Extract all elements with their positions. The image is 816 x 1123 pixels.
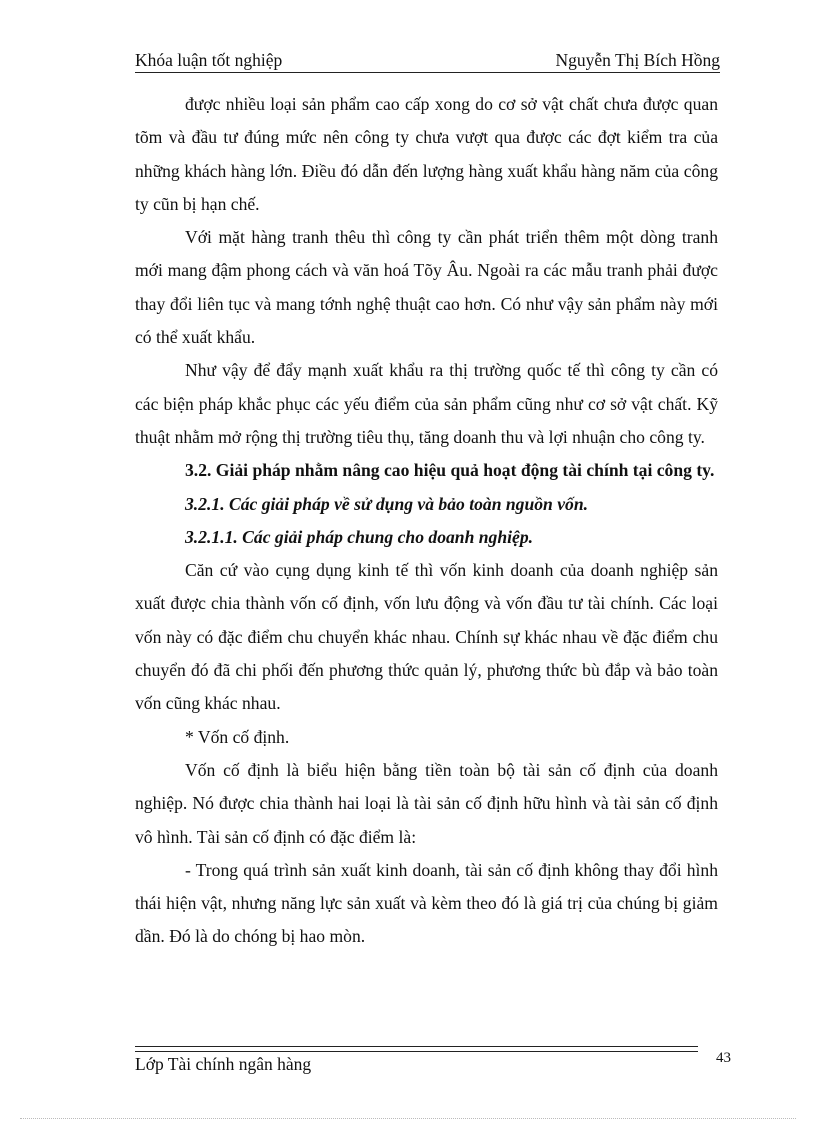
paragraph-fixed-capital-heading: * Vốn cố định. <box>185 726 290 747</box>
page-number: 43 <box>716 1050 731 1066</box>
document-body <box>135 88 718 954</box>
section-heading-3-2-1-1: 3.2.1.1. Các giải pháp chung cho doanh nghiệp. <box>185 526 534 547</box>
header-author-name: Nguyễn Thị Bích Hồng <box>555 50 720 70</box>
paragraph-fixed-capital-definition: Vốn cố định là biểu hiện bằng tiền toàn bộ tài sản cố định của doanh nghiệp. Nó được chia thành hai loại là tài sản cố định hữu hình và tài sản cố định vô hình. Tài sản cố định có đặc điểm là: <box>135 759 718 847</box>
section-heading-3-2: 3.2. Giải pháp nhằm nâng cao hiệu quả hoạt động tài chính tại công ty. <box>185 460 715 481</box>
page-header <box>135 50 720 73</box>
paragraph-fixed-asset-feature: - Trong quá trình sản xuất kinh doanh, tài sản cố định không thay đổi hình thái hiện vật, nhưng năng lực sản xuất và kèm theo đó là giá trị của chúng bị giảm dần. Đó là do chóng bị hao mòn. <box>135 859 718 947</box>
header-thesis-title: Khóa luận tốt nghiệp <box>135 50 283 70</box>
paragraph-embroidery: Với mặt hàng tranh thêu thì công ty cần phát triển thêm một dòng tranh mới mang đậm phong cách và văn hoá Tõy Âu. Ngoài ra các mẫu tranh phải được thay đổi liên tục và mang tớnh nghệ thuật cao hơn. Có như vậy sản phẩm này mới có thể xuất khẩu. <box>135 227 718 348</box>
paragraph-export-measures: Như vậy để đẩy mạnh xuất khẩu ra thị trường quốc tế thì công ty cần có các biện pháp khắc phục các yếu điểm của sản phẩm cũng như cơ sở vật chất. Kỹ thuật nhằm mở rộng thị trường tiêu thụ, tăng doanh thu và lợi nhuận cho công ty. <box>135 360 718 447</box>
footer-double-rule <box>135 1046 698 1052</box>
section-heading-3-2-1: 3.2.1. Các giải pháp về sử dụng và bảo toàn nguồn vốn. <box>185 493 589 514</box>
footer-class-name: Lớp Tài chính ngân hàng <box>135 1054 312 1074</box>
paragraph-capital-classification: Căn cứ vào cụng dụng kinh tế thì vốn kinh doanh của doanh nghiệp sản xuất được chia thành vốn cố định, vốn lưu động và vốn đầu tư tài chính. Các loại vốn này có đặc điểm chu chuyển khác nhau. Chính sự khác nhau về đặc điểm chu chuyển đó đã chi phối đến phương thức quản lý, phương thức bù đắp và bảo toàn vốn cũng khác nhau. <box>135 560 718 714</box>
paragraph-product-quality: được nhiều loại sản phẩm cao cấp xong do cơ sở vật chất chưa được quan tõm và đầu tư đúng mức nên công ty chưa vượt qua được các đợt kiểm tra của những khách hàng lớn. Điều đó dẫn đến lượng hàng xuất khẩu hàng năm của công ty cũn bị hạn chế. <box>135 94 718 214</box>
page-bottom-dotted-line <box>20 1118 796 1119</box>
